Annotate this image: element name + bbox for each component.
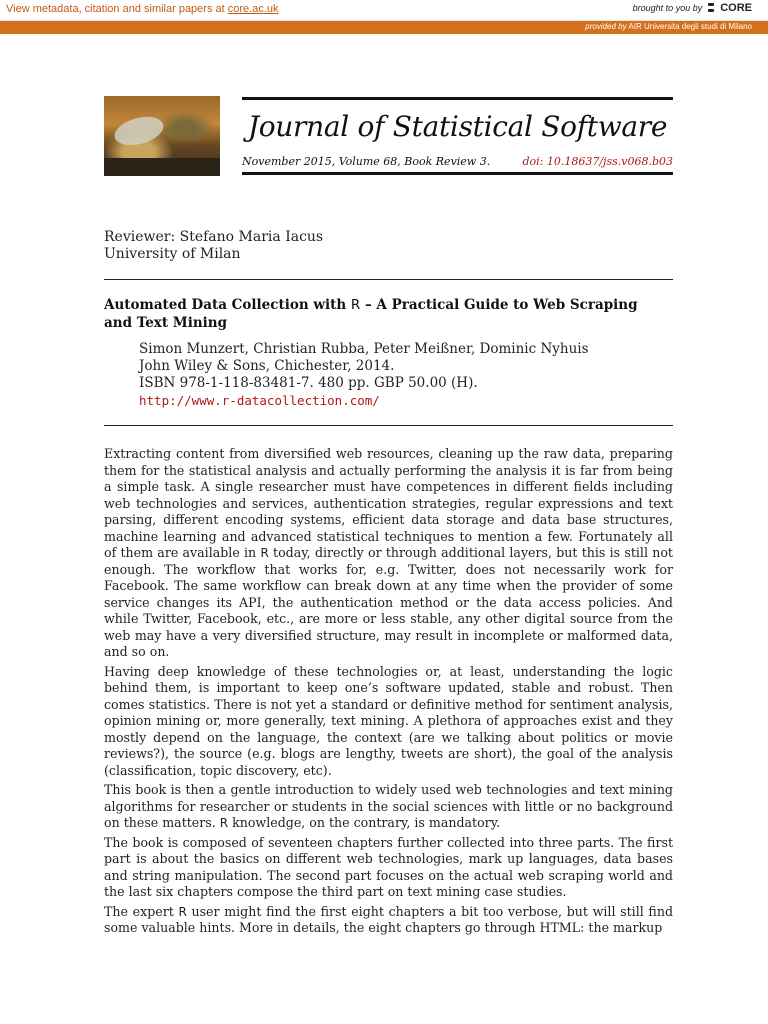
divider-top <box>104 279 673 280</box>
issue-info: November 2015, Volume 68, Book Review 3. <box>242 155 491 168</box>
brought-by-text: brought to you by <box>632 3 703 13</box>
book-publisher: John Wiley & Sons, Chichester, 2014. <box>139 358 395 374</box>
core-brand: CORE <box>720 2 752 14</box>
journal-title: Journal of Statistical Software <box>247 110 668 143</box>
core-brought-by[interactable] <box>633 2 752 14</box>
divider-bottom <box>104 425 673 426</box>
reviewer-name: Reviewer: Stefano Maria Iacus <box>104 229 324 245</box>
journal-cover-image <box>104 96 220 176</box>
core-banner <box>0 0 768 21</box>
p3-text-b: knowledge, on the contrary, is mandatory. <box>228 815 501 830</box>
p1-r: R <box>260 546 269 560</box>
book-authors: Simon Munzert, Christian Rubba, Peter Meißner, Dominic Nyhuis <box>139 341 589 357</box>
paragraph-4: The book is composed of seventeen chapters further collected into three parts. The first part is about the basics on different web technologies, mark up languages, data bases and string manipulation. The second part focuses on the actual web scraping world and the last six chapters compose the third part on text mining case studies. <box>104 834 673 899</box>
core-logo-icon <box>706 2 716 14</box>
p5-text-a: The expert <box>104 903 179 919</box>
provided-by-label: provided by <box>585 22 627 31</box>
p1-text-a: Extracting content from diversified web resources, cleaning up the raw data, preparing them for the statistical analysis and actually performing the analysis it is far from being a simple task. A single researcher must have competences in different fields including web technologies and services, authentication strategies, regular expressions and text parsing, different encoding systems, efficient data storage and data base structures, machine learning and advanced statistical techniques to mention a few. Fortunately all of them are available in <box>104 446 673 560</box>
review-body <box>104 446 673 940</box>
book-title-r: R <box>350 297 361 313</box>
paragraph-2: Having deep knowledge of these technologies or, at least, understanding the logic behind them, is important to keep one’s software updated, stable and robust. Then comes statistics. There is not yet a standard or definitive method for sentiment analysis, opinion mining or, more generally, text mining. A plethora of approaches exist and they mostly depend on the language, the context (are we talking about politics or movie reviews?), the source (e.g. blogs are lengthy, tweets are short), the goal of the analysis (classification, topic discovery, etc). <box>104 663 673 778</box>
book-title <box>104 296 673 332</box>
book-url-link[interactable]: http://www.r-datacollection.com/ <box>139 393 380 408</box>
book-title-line2: and Text Mining <box>104 315 228 331</box>
book-title-part2: – A Practical Guide to Web Scraping <box>360 297 638 313</box>
paragraph-3 <box>104 782 673 832</box>
p3-r: R <box>219 816 229 830</box>
paragraph-1 <box>104 446 673 661</box>
core-ac-uk-link[interactable]: core.ac.uk <box>227 3 279 15</box>
p1-text-b: today, directly or through additional layers, but this is still not enough. The workflow that works for, e.g. Twitter, does not necessarily work for Facebook. The same workflow can break down at any time when the provider of some service changes its API, the authentication method or the data access policies. And while Twitter, Facebook, etc., are more or less stable, any other digital source from the web may have a very diversified structure, may result in incomplete or malformed data, and so on. <box>104 545 673 659</box>
paragraph-5 <box>104 904 673 937</box>
core-metadata-link[interactable] <box>6 3 279 15</box>
provider-name: AIR Universita degli studi di Milano <box>628 22 752 31</box>
book-title-part1: Automated Data Collection with <box>104 297 351 313</box>
reviewer-affiliation: University of Milan <box>104 246 241 262</box>
p3-text-a: This book is then a gentle introduction to widely used web technologies and text mining algorithms for researcher or students in the social sciences with little or no background on these matters. <box>104 782 673 830</box>
header-rule-top <box>242 97 673 100</box>
book-isbn: ISBN 978-1-118-83481-7. 480 pp. GBP 50.00 (H). <box>139 375 478 391</box>
core-link-prefix: View metadata, citation and similar papers at <box>6 3 228 15</box>
p5-r: R <box>178 904 187 919</box>
issue-line <box>242 155 673 168</box>
header-rule-bottom <box>242 172 673 175</box>
provider-text[interactable] <box>585 22 752 31</box>
core-provider-bar <box>0 21 768 34</box>
doi-link[interactable]: doi: 10.18637/jss.v068.b03 <box>522 155 673 168</box>
reviewer-block <box>104 229 323 263</box>
book-meta <box>139 341 589 409</box>
p5-text-b: user might find the first eight chapters a bit too verbose, but will still find some valuable hints. More in details, the eight chapters go through HTML: the markup <box>104 903 674 935</box>
